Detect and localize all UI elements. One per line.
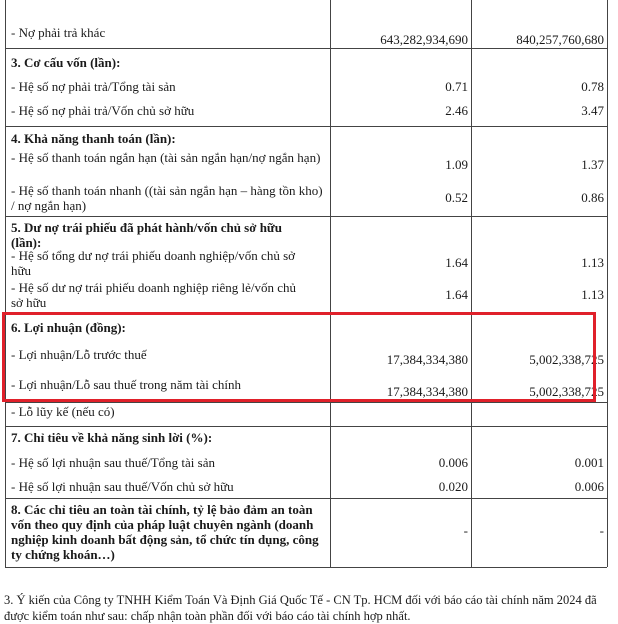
row-value-previous: 1.13	[581, 255, 604, 270]
row-value-current: 17,384,334,380	[386, 384, 468, 399]
row-divider	[5, 126, 607, 127]
row-value-current: 0.52	[445, 190, 468, 205]
row-value-current: 643,282,934,690	[380, 32, 468, 47]
section-heading: 5. Dư nợ trái phiếu đã phát hành/vốn chủ sở hữu (lần):	[11, 220, 282, 250]
audit-opinion-note: 3. Ý kiến của Công ty TNHH Kiểm Toán Và Định Giá Quốc Tế - CN Tp. HCM đối với báo cáo tài chính năm 2024 đã được kiểm toán như sau: chấp nhận toàn phần đối với báo cáo tài chính hợp nhất.	[4, 593, 597, 623]
row-label: - Hệ số tổng dư nợ trái phiếu doanh nghiệp/vốn chủ sở hữu	[11, 248, 296, 278]
row-value-current: 1.09	[445, 157, 468, 172]
section-heading: 8. Các chỉ tiêu an toàn tài chính, tỷ lệ bảo đảm an toàn vốn theo quy định của pháp luật chuyên ngành (doanh nghiệp kinh doanh bất động sản, tổ chức tín dụng, công ty chứng khoán…)	[11, 502, 319, 562]
row-label: - Hệ số lợi nhuận sau thuế/Tổng tài sản	[11, 455, 216, 470]
row-value-current: 0.006	[438, 455, 468, 470]
row-value-previous: 0.78	[581, 79, 604, 94]
row-divider	[5, 498, 607, 499]
row-divider	[5, 402, 607, 403]
row-value-current: 2.46	[445, 103, 468, 118]
row-value-current: 17,384,334,380	[386, 352, 468, 367]
row-divider	[5, 48, 607, 49]
table-border-bottom	[5, 567, 607, 568]
row-label: - Hệ số thanh toán ngắn hạn (tài sản ngắn hạn/nợ ngắn hạn)	[11, 150, 321, 165]
table-border-left	[5, 0, 6, 567]
row-label: - Lỗ lũy kế (nếu có)	[11, 404, 115, 419]
row-value-previous: 5,002,338,725	[529, 352, 604, 367]
section-heading: 7. Chỉ tiêu về khả năng sinh lời (%):	[11, 430, 213, 445]
row-value-previous: -	[599, 523, 604, 538]
row-label: - Hệ số lợi nhuận sau thuế/Vốn chủ sở hữu	[11, 479, 234, 494]
row-value-current: 1.64	[445, 255, 468, 270]
row-label: - Hệ số thanh toán nhanh ((tài sản ngắn hạn – hàng tồn kho) / nợ ngắn hạn)	[11, 183, 323, 213]
row-value-previous: 0.006	[574, 479, 604, 494]
row-value-current: 0.71	[445, 79, 468, 94]
row-label: - Hệ số nợ phải trả/Vốn chủ sở hữu	[11, 103, 195, 118]
row-label: - Nợ phải trả khác	[11, 25, 106, 40]
table-column-divider-1	[330, 0, 331, 567]
section-heading: 4. Khả năng thanh toán (lần):	[11, 131, 176, 146]
row-label: - Lợi nhuận/Lỗ trước thuế	[11, 347, 147, 362]
row-label: - Hệ số dư nợ trái phiếu doanh nghiệp riêng lẻ/vốn chủ sở hữu	[11, 280, 297, 310]
section-heading: 6. Lợi nhuận (đồng):	[11, 320, 126, 335]
table-column-divider-2	[471, 0, 472, 567]
row-value-current: 0.020	[438, 479, 468, 494]
row-label: - Lợi nhuận/Lỗ sau thuế trong năm tài chính	[11, 377, 241, 392]
row-value-current: 1.64	[445, 287, 468, 302]
row-value-previous: 1.13	[581, 287, 604, 302]
section-heading: 3. Cơ cấu vốn (lần):	[11, 55, 121, 70]
row-value-current: -	[463, 523, 468, 538]
row-divider	[5, 216, 607, 217]
highlight-box	[2, 312, 596, 402]
row-label: - Hệ số nợ phải trả/Tổng tài sản	[11, 79, 176, 94]
row-value-previous: 1.37	[581, 157, 604, 172]
row-value-previous: 3.47	[581, 103, 604, 118]
row-divider	[5, 426, 607, 427]
row-value-previous: 840,257,760,680	[516, 32, 604, 47]
row-value-previous: 0.001	[574, 455, 604, 470]
row-value-previous: 0.86	[581, 190, 604, 205]
row-value-previous: 5,002,338,725	[529, 384, 604, 399]
table-border-right	[607, 0, 608, 567]
